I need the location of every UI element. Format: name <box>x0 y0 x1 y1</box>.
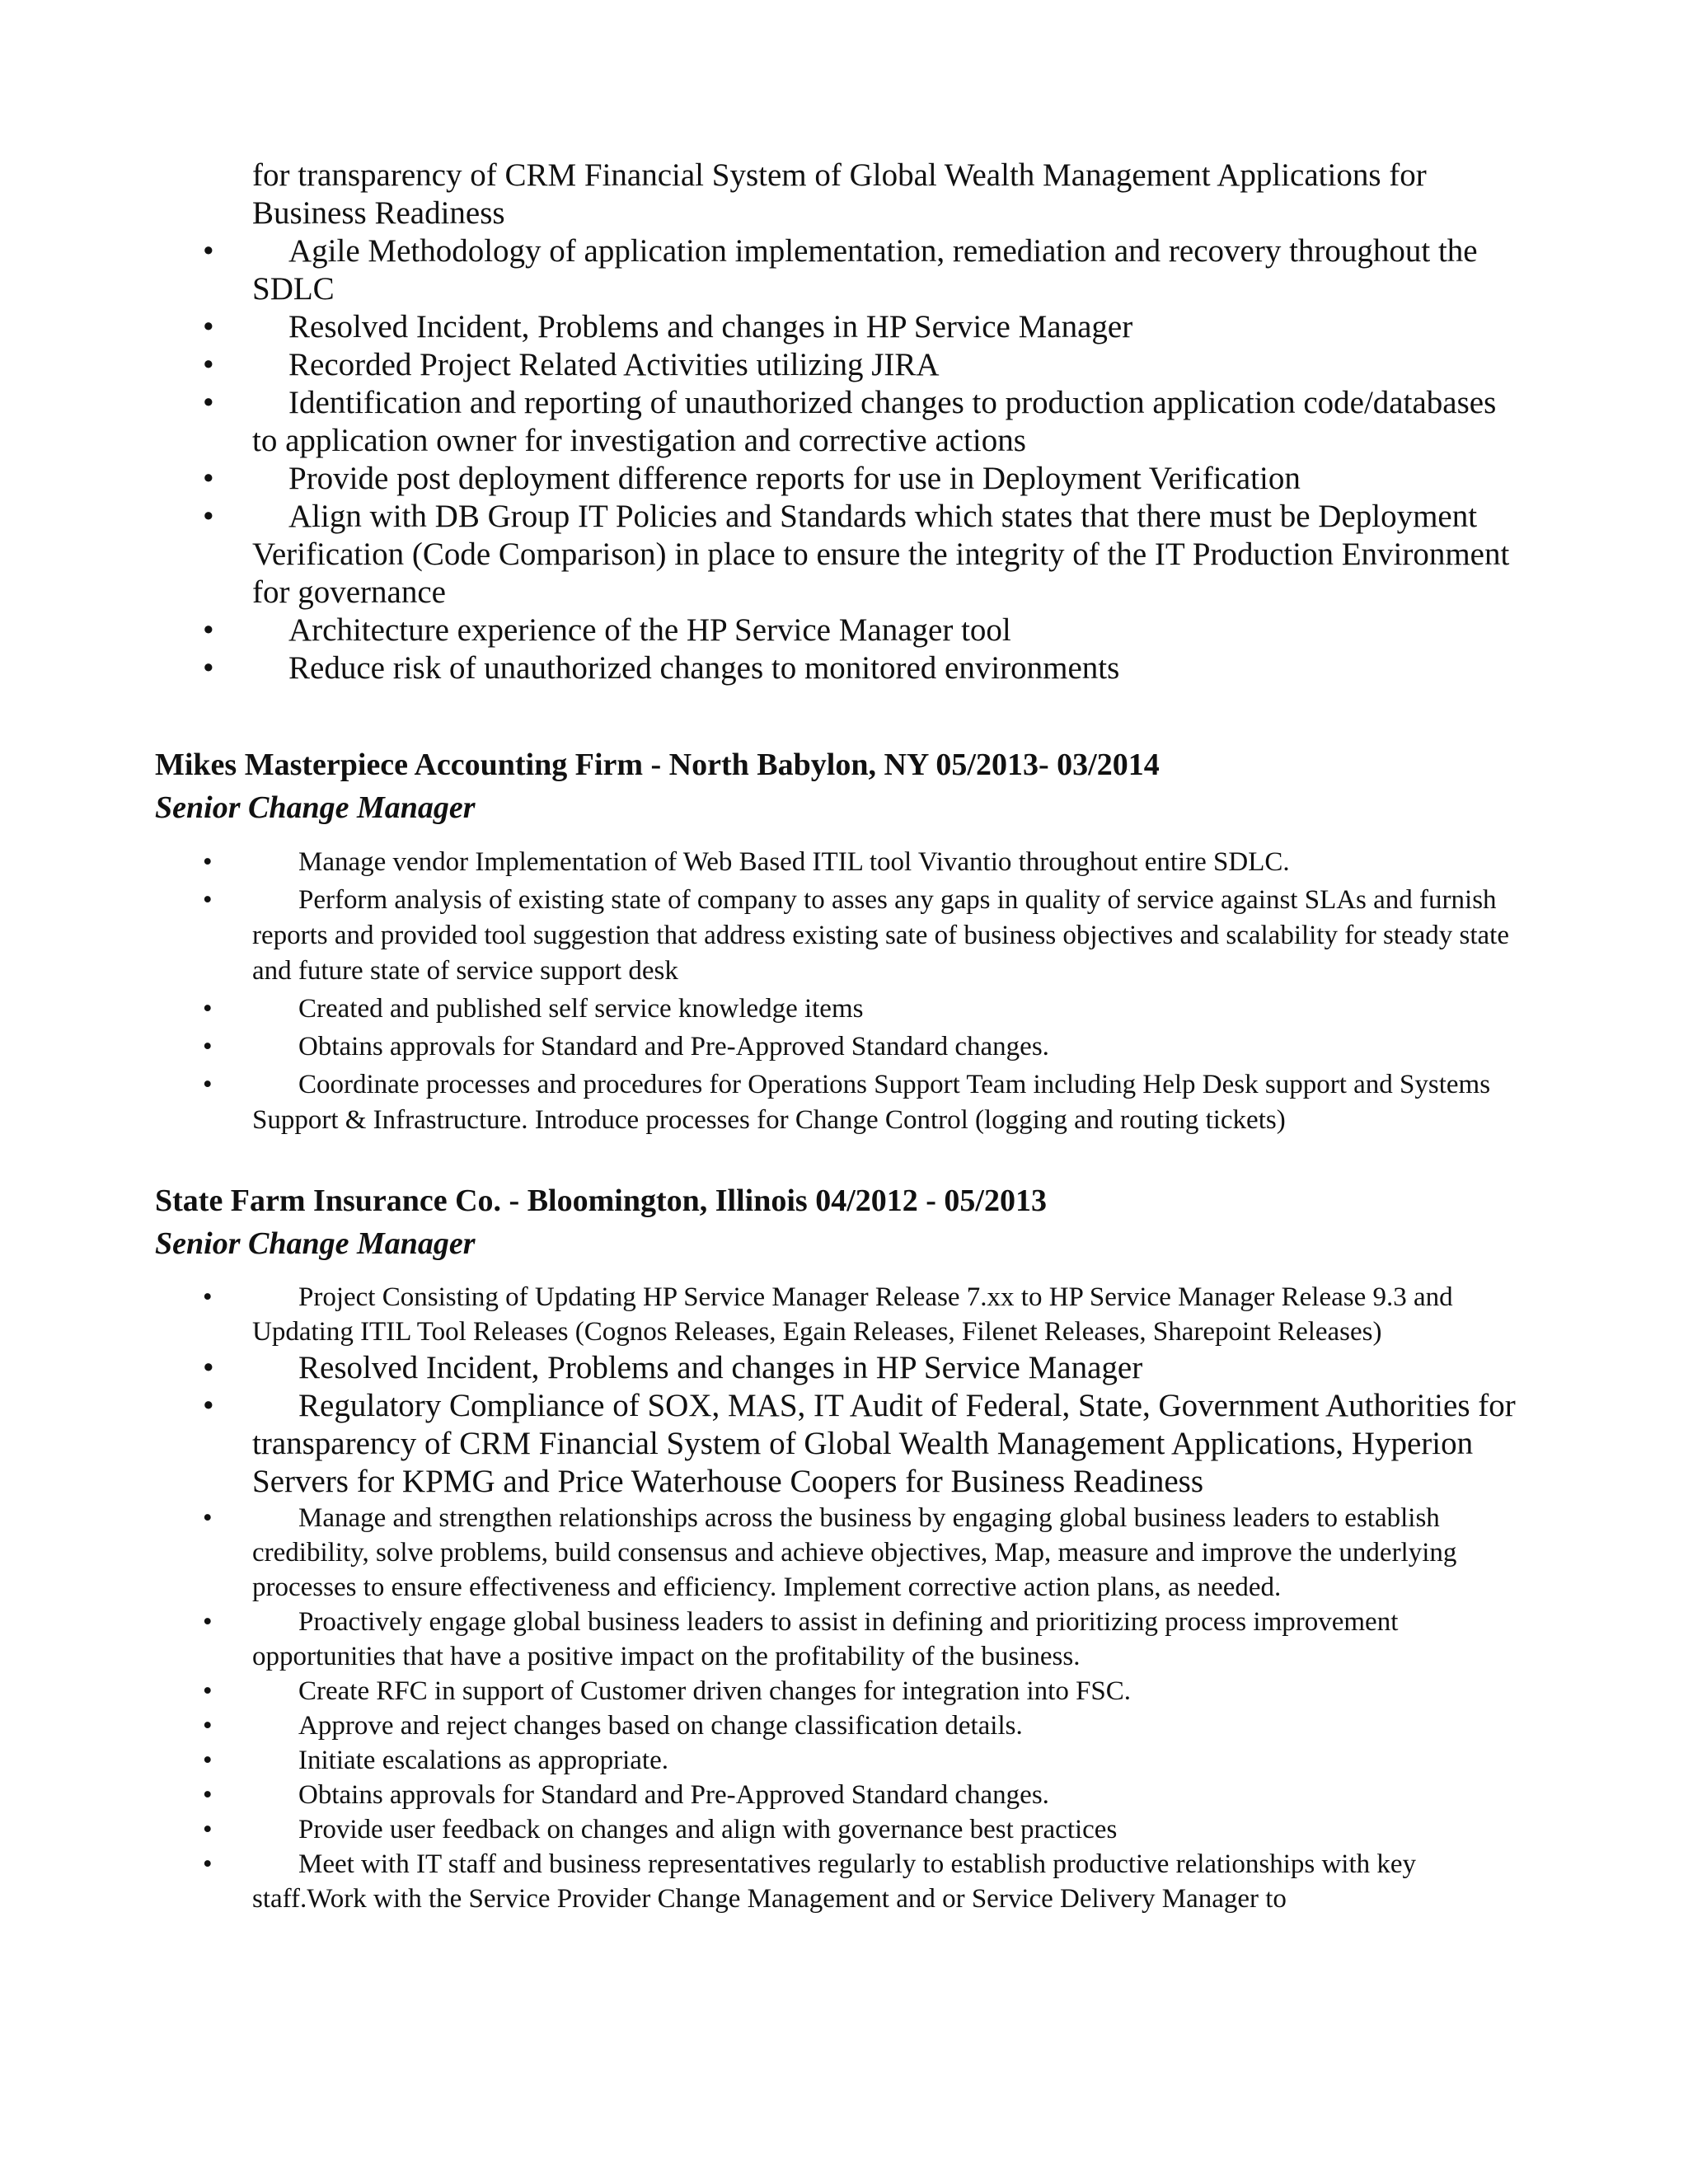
bullet-icon: • <box>203 847 213 877</box>
job-heading: State Farm Insurance Co. - Bloomington, Illinois 04/2012 - 05/2013 <box>155 1183 1047 1218</box>
list-item: • Proactively engage global business leaders to assist in defining and prioritizing process improvement opportunities that have a positive impact on the profitability of the business. <box>0 1605 1522 1674</box>
list-item: • Provide post deployment difference reports for use in Deployment Verification <box>203 461 1301 496</box>
bullet-icon: • <box>203 1388 214 1423</box>
list-item: • Initiate escalations as appropriate. <box>0 1743 1522 1778</box>
list-item: • Create RFC in support of Customer driven changes for integration into FSC. <box>0 1674 1522 1708</box>
bullet-icon: • <box>203 1849 213 1879</box>
bullet-icon: • <box>203 347 214 382</box>
bullet-icon: • <box>203 1780 213 1810</box>
job-title: Senior Change Manager <box>155 1226 476 1261</box>
bullet-icon: • <box>203 233 214 269</box>
list-item: • Align with DB Group IT Policies and Standards which states that there must be Deployment Verification (Code Comparison) in place to ensure the integrity of the IT Production Environment for governance <box>203 499 1510 610</box>
list-item: • Coordinate processes and procedures for Operations Support Team including Help Desk support and Systems Support & Infrastructure. Introduce processes for Change Control (logging and routing tickets) <box>0 1067 1522 1138</box>
bullet-icon: • <box>203 612 214 648</box>
section1-bullet-list <box>0 232 1522 687</box>
list-item: • Regulatory Compliance of SOX, MAS, IT Audit of Federal, State, Government Authorities for transparency of CRM Financial System of Global Wealth Management Applications, Hyperion Servers for KPMG and Price Waterhouse Coopers for Business Readiness <box>203 1388 1516 1499</box>
bullet-icon: • <box>203 1032 213 1062</box>
bullet-icon: • <box>203 1676 213 1706</box>
list-item: • Manage vendor Implementation of Web Based ITIL tool Vivantio throughout entire SDLC. <box>0 845 1522 880</box>
list-item: • Resolved Incident, Problems and changes in HP Service Manager <box>203 309 1133 344</box>
list-item: • Perform analysis of existing state of company to asses any gaps in quality of service against SLAs and furnish reports and provided tool suggestion that address existing sate of business objectives and scalability for steady state and future state of service support desk <box>0 883 1522 989</box>
list-item: • Architecture experience of the HP Service Manager tool <box>203 612 1011 648</box>
bullet-icon: • <box>203 309 214 344</box>
list-item: • Meet with IT staff and business representatives regularly to establish productive relationships with key staff.Work with the Service Provider Change Management and or Service Delivery Manager to <box>0 1847 1522 1916</box>
list-item: • Resolved Incident, Problems and changes in HP Service Manager <box>203 1350 1143 1385</box>
bullet-icon: • <box>203 650 214 686</box>
bullet-icon: • <box>203 461 214 496</box>
list-item: • Obtains approvals for Standard and Pre-Approved Standard changes. <box>0 1778 1522 1812</box>
bullet-icon: • <box>203 885 213 915</box>
list-item: • Provide user feedback on changes and align with governance best practices <box>0 1812 1522 1847</box>
bullet-icon: • <box>203 1503 213 1533</box>
bullet-icon: • <box>203 1815 213 1844</box>
job1-bullet-list <box>0 845 1522 1141</box>
bullet-icon: • <box>203 1070 213 1099</box>
list-item: • Approve and reject changes based on change classification details. <box>0 1708 1522 1743</box>
list-item: • Manage and strengthen relationships across the business by engaging global business leaders to establish credibility, solve problems, build consensus and achieve objectives, Map, measure and improve the underlying processes to ensure effectiveness and efficiency. Implement corrective action plans, as needed. <box>0 1501 1522 1605</box>
list-item: • Project Consisting of Updating HP Service Manager Release 7.xx to HP Service Manager Release 9.3 and Updating ITIL Tool Releases (Cognos Releases, Egain Releases, Filenet Releases, Sharepoint Releases) <box>0 1280 1522 1349</box>
job-heading: Mikes Masterpiece Accounting Firm - North Babylon, NY 05/2013- 03/2014 <box>155 748 1160 782</box>
list-item: • Agile Methodology of application implementation, remediation and recovery throughout the SDLC <box>203 233 1478 307</box>
list-item: • Identification and reporting of unauthorized changes to production application code/databases to application owner for investigation and corrective actions <box>203 385 1497 458</box>
bullet-icon: • <box>203 1711 213 1741</box>
list-item: • Created and published self service knowledge items <box>0 991 1522 1027</box>
continuation-text: for transparency of CRM Financial System of Global Wealth Management Applications for Business Readiness <box>252 157 1427 231</box>
list-item: • Obtains approvals for Standard and Pre-Approved Standard changes. <box>0 1029 1522 1065</box>
bullet-icon: • <box>203 1746 213 1775</box>
bullet-icon: • <box>203 499 214 534</box>
bullet-icon: • <box>203 1282 213 1312</box>
bullet-icon: • <box>203 994 213 1024</box>
list-item: • Recorded Project Related Activities utilizing JIRA <box>203 347 940 382</box>
bullet-icon: • <box>203 1350 214 1385</box>
bullet-icon: • <box>203 385 214 420</box>
bullet-icon: • <box>203 1607 213 1637</box>
job-title: Senior Change Manager <box>155 790 476 825</box>
job2-bullet-list <box>0 1280 1522 1916</box>
list-item: • Reduce risk of unauthorized changes to monitored environments <box>203 650 1120 686</box>
